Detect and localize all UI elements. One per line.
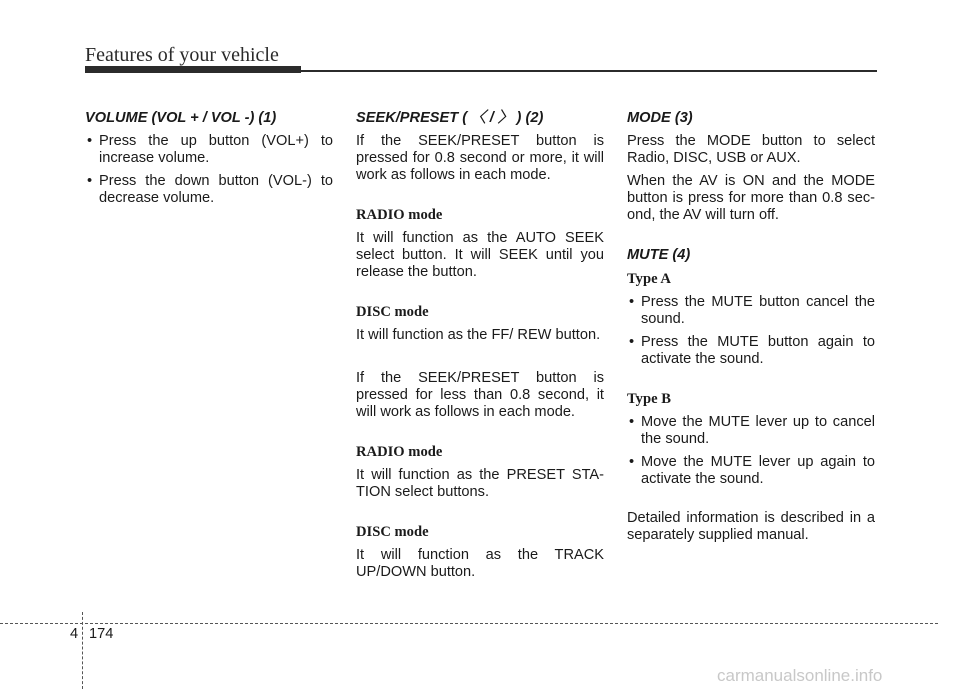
type-a-bullet: • Press the MUTE button again to activate the sound. xyxy=(627,334,875,368)
chapter-number: 4 xyxy=(70,626,79,642)
disc-mode-label: DISC mode xyxy=(356,524,429,540)
mode-text: When the AV is ON and the MODE button is press for more than 0.8 sec-ond, the AV will turn off. xyxy=(627,173,875,223)
page-number: 174 xyxy=(89,626,114,642)
type-b-bullet: • Move the MUTE lever up again to activate the sound. xyxy=(627,454,875,488)
footer-vertical-rule xyxy=(82,612,83,689)
volume-bullet: • Press the up button (VOL+) to increase volume. xyxy=(85,133,333,167)
mode-heading: MODE (3) xyxy=(627,110,693,126)
footer-rule xyxy=(0,623,938,624)
closing-text: Detailed information is described in a separately supplied manual. xyxy=(627,510,875,543)
radio-mode-text: It will function as the PRESET STA-TION select buttons. xyxy=(356,467,604,500)
header-title: Features of your vehicle xyxy=(85,44,279,66)
disc-mode-label: DISC mode xyxy=(356,304,429,320)
volume-bullet: • Press the down button (VOL-) to decrease volume. xyxy=(85,173,333,207)
header-bar-thin xyxy=(301,70,877,72)
type-b-label: Type B xyxy=(627,391,671,407)
column-mode-mute xyxy=(627,109,875,550)
radio-mode-label: RADIO mode xyxy=(356,207,443,223)
mute-heading: MUTE (4) xyxy=(627,247,691,263)
seek-intro-short-press: If the SEEK/PRESET button is pressed for less than 0.8 second, it will work as follows in each mode. xyxy=(356,370,604,420)
watermark: carmanualsonline.info xyxy=(717,666,883,685)
radio-mode-label: RADIO mode xyxy=(356,444,443,460)
disc-mode-text: It will function as the FF/ REW button. xyxy=(356,327,601,343)
type-a-bullet: • Press the MUTE button cancel the sound. xyxy=(627,294,875,328)
type-b-bullet-list xyxy=(627,414,875,488)
header-bar-thick xyxy=(85,66,301,73)
seek-intro-long-press: If the SEEK/PRESET button is pressed for 0.8 second or more, it will work as follows in each mode. xyxy=(356,133,604,183)
type-a-label: Type A xyxy=(627,271,671,287)
radio-mode-text: It will function as the AUTO SEEK select button. It will SEEK until you release the button. xyxy=(356,230,604,280)
type-a-bullet-list xyxy=(627,294,875,368)
type-b-bullet: • Move the MUTE lever up to cancel the sound. xyxy=(627,414,875,448)
seek-preset-heading: SEEK/PRESET ( 〈 / 〉 ) (2) xyxy=(356,110,544,126)
disc-mode-text: It will function as the TRACK UP/DOWN button. xyxy=(356,547,604,580)
mode-text: Press the MODE button to select Radio, DISC, USB or AUX. xyxy=(627,133,875,166)
volume-bullet-list xyxy=(85,133,333,207)
column-volume xyxy=(85,109,333,213)
column-seek-preset xyxy=(356,109,604,587)
volume-heading: VOLUME (VOL + / VOL -) (1) xyxy=(85,110,277,126)
